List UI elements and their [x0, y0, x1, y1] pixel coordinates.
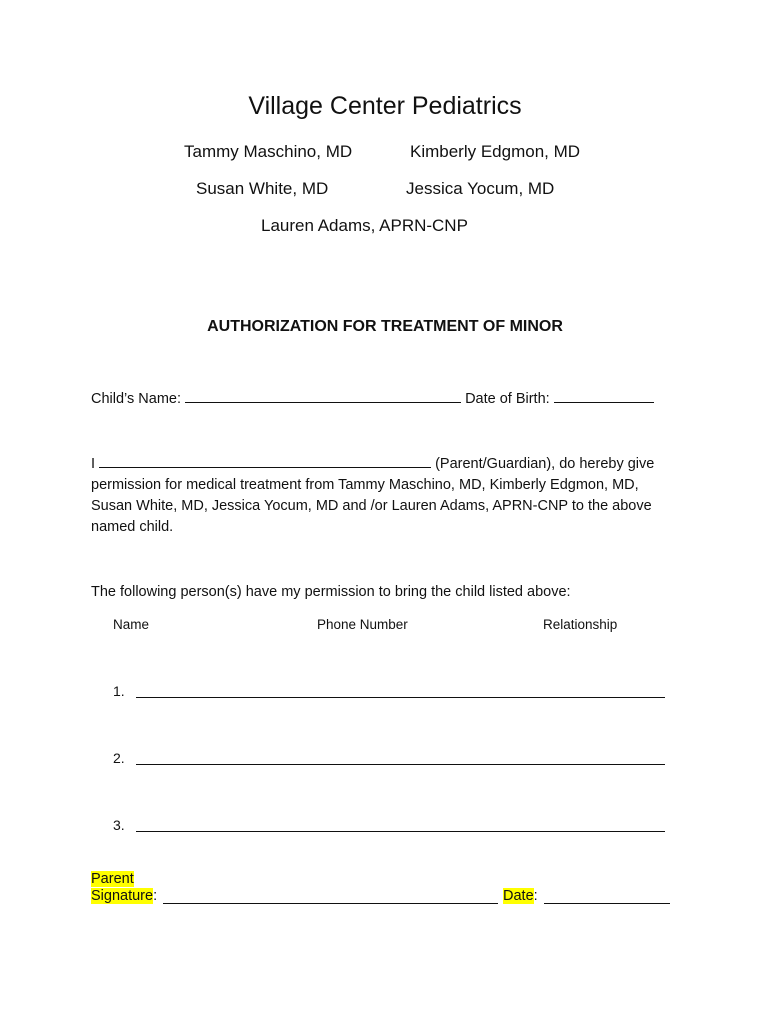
date-label-wrap — [503, 888, 538, 904]
signature-field[interactable] — [163, 903, 498, 904]
form-title: AUTHORIZATION FOR TREATMENT OF MINOR — [207, 318, 563, 335]
consent-line-1 — [91, 454, 691, 475]
row-number: 1. — [113, 683, 125, 699]
signature-label: Signature — [91, 888, 154, 904]
guardian-name-field[interactable] — [99, 454, 431, 468]
doctor-name: Jessica Yocum, MD — [406, 179, 555, 198]
date-colon: : — [533, 888, 538, 904]
consent-line-3: Susan White, MD, Jessica Yocum, MD and /or Lauren Adams, APRN-CNP to the above — [91, 498, 652, 514]
doctor-name: Kimberly Edgmon, MD — [410, 142, 581, 161]
consent-line-4: named child. — [91, 519, 174, 535]
consent-line-2: permission for medical treatment from Tammy Maschino, MD, Kimberly Edgmon, MD, — [91, 477, 639, 493]
row-number: 2. — [113, 750, 125, 766]
consent-prefix: I — [91, 456, 96, 472]
signature-label-bottom — [91, 888, 157, 904]
permission-intro: The following person(s) have my permission to bring the child listed above: — [91, 584, 571, 600]
person-entry-field[interactable] — [136, 831, 665, 832]
doctor-name: Tammy Maschino, MD — [184, 142, 353, 161]
date-label: Date — [503, 888, 534, 904]
row-number: 3. — [113, 817, 125, 833]
person-entry-field[interactable] — [136, 764, 665, 765]
doctor-name: Susan White, MD — [196, 179, 329, 198]
doctor-name: Lauren Adams, APRN-CNP — [261, 216, 468, 235]
dob-field[interactable] — [554, 389, 654, 403]
signature-date-field[interactable] — [544, 903, 670, 904]
practice-name: Village Center Pediatrics — [248, 92, 522, 120]
column-header-phone: Phone Number — [317, 617, 408, 632]
child-name-field[interactable] — [185, 389, 461, 403]
child-info-row — [91, 389, 654, 407]
dob-label: Date of Birth: — [465, 391, 550, 407]
signature-colon: : — [153, 888, 158, 904]
column-header-relationship: Relationship — [543, 617, 618, 632]
consent-paragraph — [91, 454, 691, 538]
column-header-name: Name — [113, 617, 150, 632]
signature-label-top — [91, 871, 134, 887]
person-entry-field[interactable] — [136, 697, 665, 698]
consent-suffix: (Parent/Guardian), do hereby give — [435, 456, 655, 472]
child-name-label: Child’s Name: — [91, 391, 181, 407]
parent-label: Parent — [91, 871, 134, 887]
